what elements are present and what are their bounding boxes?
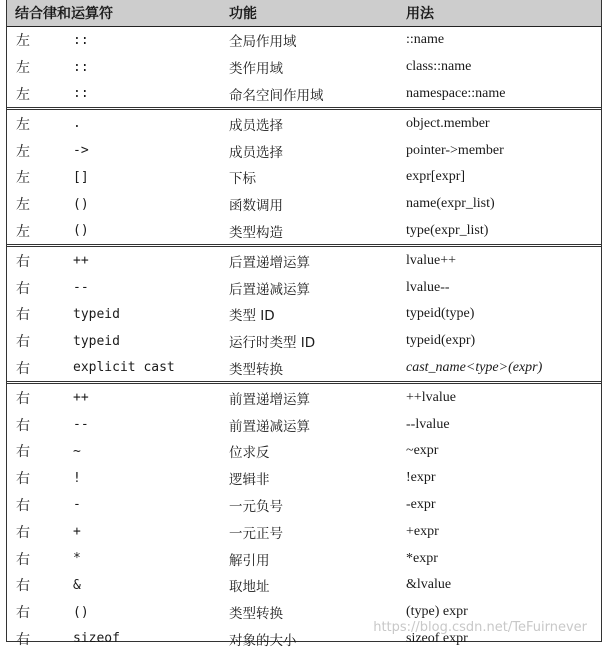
associativity-cell: 左 (16, 143, 30, 160)
usage-cell: lvalue++ (406, 252, 456, 268)
associativity-cell: 右 (16, 360, 30, 377)
associativity-cell: 右 (16, 280, 30, 297)
operator-cell: () (73, 604, 89, 620)
usage-cell: ~expr (406, 443, 439, 459)
table-row (7, 81, 601, 108)
function-cell: 类型 ID (229, 308, 275, 325)
row-group (7, 27, 601, 107)
table-row (7, 301, 601, 328)
operator-cell: & (73, 577, 81, 593)
function-cell: 类作用域 (229, 61, 283, 78)
usage-cell: &lvalue (406, 577, 452, 593)
usage-cell: +expr (406, 523, 439, 539)
function-cell: 逻辑非 (229, 472, 270, 489)
associativity-cell: 右 (16, 631, 30, 648)
operator-cell: * (73, 551, 81, 567)
associativity-cell: 左 (16, 116, 30, 133)
associativity-cell: 右 (16, 390, 30, 407)
associativity-cell: 右 (16, 497, 30, 514)
row-group (7, 107, 601, 244)
table-row (7, 438, 601, 465)
usage-cell: class::name (406, 59, 472, 75)
usage-cell: --lvalue (406, 416, 450, 432)
operator-cell: -- (73, 417, 89, 433)
associativity-cell: 右 (16, 471, 30, 488)
operator-cell: :: (73, 32, 89, 48)
table-row (7, 572, 601, 599)
function-cell: 全局作用域 (229, 34, 297, 51)
function-cell: 取地址 (229, 579, 270, 596)
usage-cell: namespace::name (406, 85, 506, 101)
associativity-cell: 左 (16, 170, 30, 187)
table-row (7, 518, 601, 545)
usage-cell: lvalue-- (406, 279, 450, 295)
usage-cell: object.member (406, 115, 490, 131)
usage-cell: -expr (406, 496, 436, 512)
function-cell: 运行时类型 ID (229, 335, 316, 352)
function-cell: 类型转换 (229, 606, 283, 623)
operator-cell: -> (73, 143, 89, 159)
operator-cell: explicit cast (73, 360, 175, 376)
operator-cell: [] (73, 169, 89, 185)
usage-cell: !expr (406, 470, 436, 486)
usage-cell: ++lvalue (406, 389, 456, 405)
table-row (7, 274, 601, 301)
table-body (7, 27, 601, 652)
table-row (7, 384, 601, 411)
associativity-cell: 右 (16, 334, 30, 351)
usage-cell: type(expr_list) (406, 222, 489, 238)
usage-cell: cast_name<type>(expr) (406, 359, 543, 375)
operator-cell: :: (73, 59, 89, 75)
operator-cell: - (73, 497, 81, 513)
associativity-cell: 左 (16, 60, 30, 77)
associativity-cell: 右 (16, 524, 30, 541)
function-cell: 下标 (229, 171, 256, 188)
table-row (7, 218, 601, 245)
operator-cell: + (73, 524, 81, 540)
associativity-cell: 左 (16, 197, 30, 214)
operator-cell: ~ (73, 443, 81, 459)
associativity-cell: 左 (16, 33, 30, 50)
associativity-cell: 右 (16, 605, 30, 622)
function-cell: 后置递减运算 (229, 281, 310, 298)
row-group (7, 244, 601, 381)
table-row (7, 54, 601, 81)
function-cell: 类型转换 (229, 361, 283, 378)
operator-cell: () (73, 223, 89, 239)
table-row (7, 355, 601, 382)
row-group (7, 381, 601, 652)
table-row (7, 545, 601, 572)
usage-cell: ::name (406, 32, 445, 48)
table-row (7, 328, 601, 355)
associativity-cell: 右 (16, 307, 30, 324)
function-cell: 对象的大小 (229, 632, 297, 649)
usage-cell: sizeof expr (406, 630, 468, 646)
table-row (7, 411, 601, 438)
associativity-cell: 右 (16, 417, 30, 434)
function-cell: 前置递增运算 (229, 391, 310, 408)
operator-cell: () (73, 196, 89, 212)
function-cell: 位求反 (229, 445, 270, 462)
associativity-cell: 右 (16, 551, 30, 568)
table-header (7, 0, 601, 27)
table-row (7, 191, 601, 218)
operator-cell: sizeof (73, 631, 120, 647)
function-cell: 类型构造 (229, 224, 283, 241)
operator-precedence-table (6, 0, 602, 649)
header-usage: 用法 (406, 6, 434, 22)
function-cell: 后置递增运算 (229, 254, 310, 271)
usage-cell: typeid(expr) (406, 333, 476, 349)
associativity-cell: 右 (16, 578, 30, 595)
table-row (7, 137, 601, 164)
usage-cell: name(expr_list) (406, 196, 495, 212)
associativity-cell: 右 (16, 253, 30, 270)
function-cell: 成员选择 (229, 144, 283, 161)
usage-cell: typeid(type) (406, 306, 475, 322)
function-cell: 函数调用 (229, 198, 283, 215)
usage-cell: expr[expr] (406, 169, 466, 185)
usage-cell: (type) expr (406, 604, 468, 620)
operator-cell: ++ (73, 253, 89, 269)
table-row (7, 110, 601, 137)
function-cell: 命名空间作用域 (229, 87, 324, 104)
function-cell: 一元负号 (229, 498, 283, 515)
table-row (7, 164, 601, 191)
operator-cell: :: (73, 86, 89, 102)
associativity-cell: 左 (16, 86, 30, 103)
operator-cell: -- (73, 280, 89, 296)
associativity-cell: 右 (16, 444, 30, 461)
usage-cell: *expr (406, 550, 438, 566)
operator-cell: ++ (73, 390, 89, 406)
header-function: 功能 (229, 6, 257, 22)
function-cell: 前置递减运算 (229, 418, 310, 435)
table-row (7, 27, 601, 54)
table-row (7, 465, 601, 492)
function-cell: 成员选择 (229, 117, 283, 134)
table-row (7, 492, 601, 519)
operator-cell: . (73, 116, 81, 132)
header-associativity: 结合律和运算符 (15, 6, 113, 22)
function-cell: 一元正号 (229, 525, 283, 542)
function-cell: 解引用 (229, 552, 270, 569)
table-row (7, 247, 601, 274)
operator-cell: typeid (73, 333, 120, 349)
associativity-cell: 左 (16, 223, 30, 240)
watermark: https://blog.csdn.net/TeFuirnever (373, 620, 587, 635)
operator-cell: ! (73, 470, 81, 486)
operator-cell: typeid (73, 306, 120, 322)
usage-cell: pointer->member (406, 142, 504, 158)
